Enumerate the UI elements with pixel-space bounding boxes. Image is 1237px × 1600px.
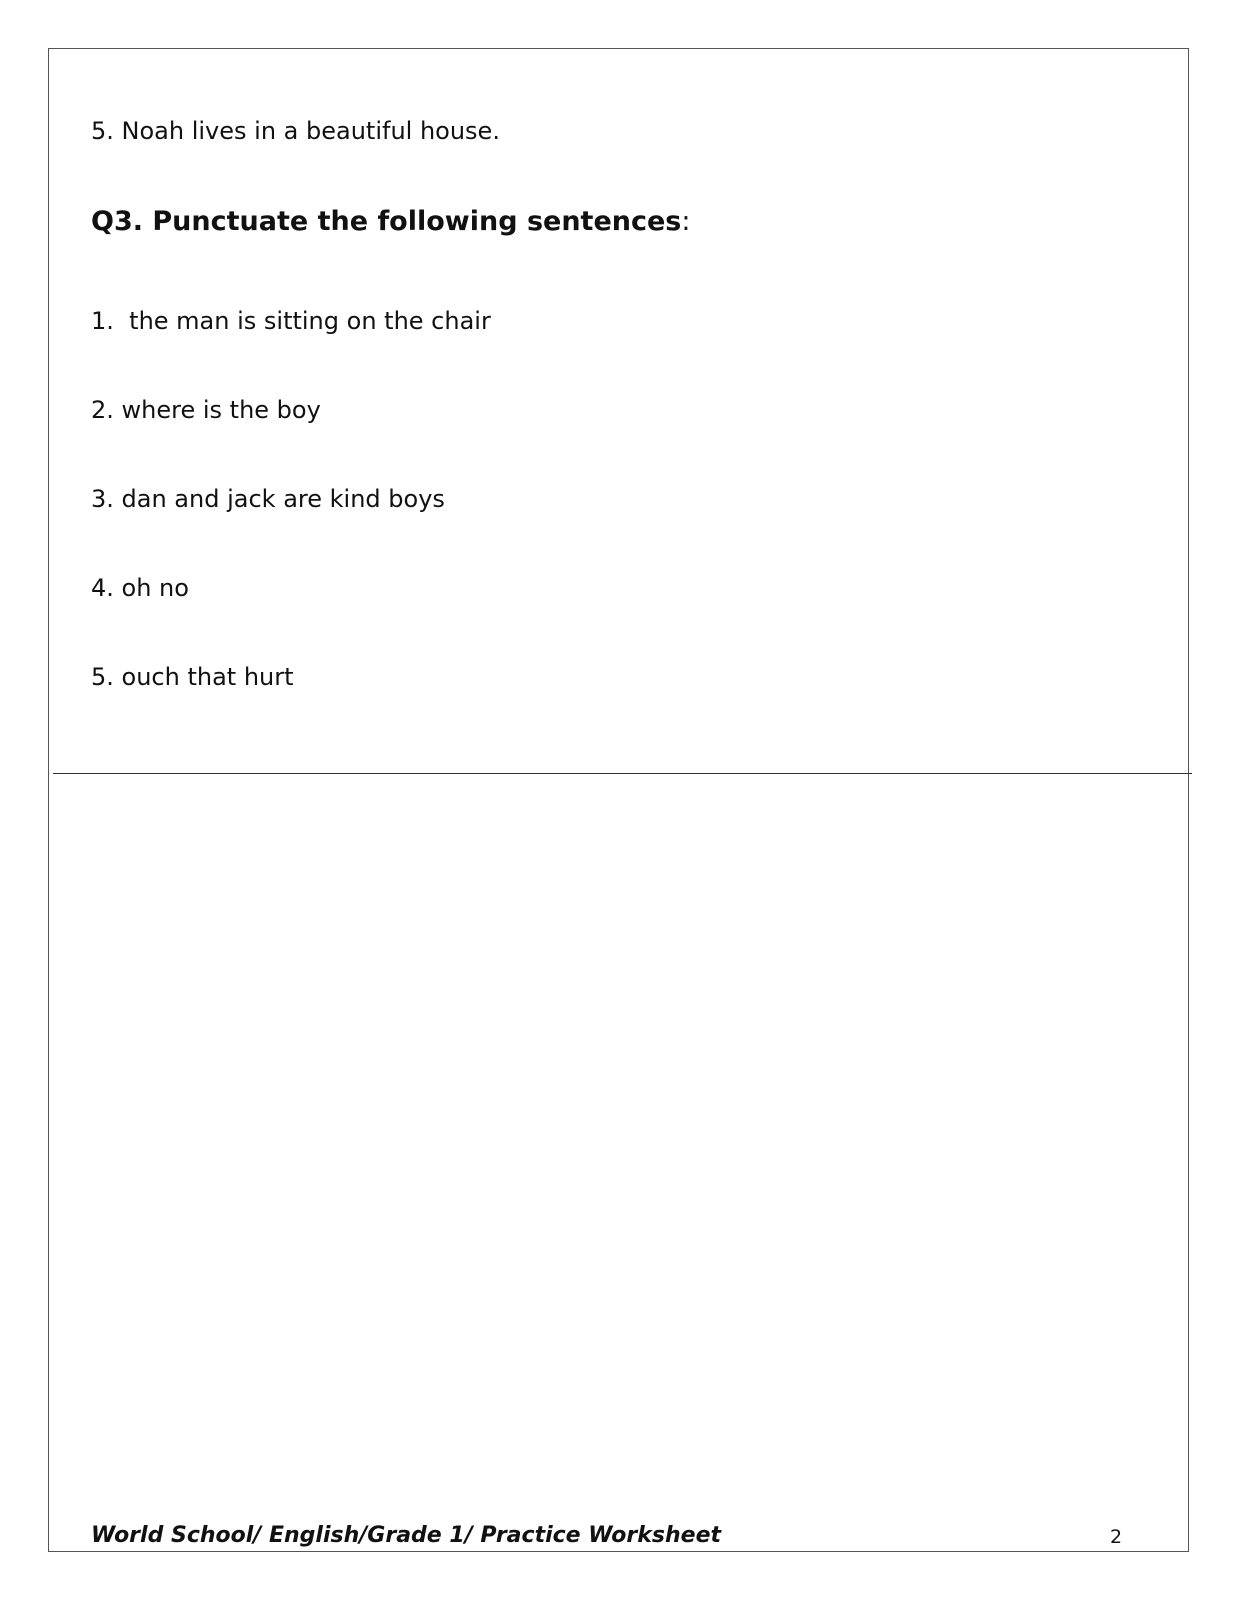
page-border (48, 48, 1189, 1552)
section-divider (53, 773, 1192, 774)
previous-question-item-5: 5. Noah lives in a beautiful house. (91, 117, 500, 145)
page-number: 2 (1110, 1526, 1123, 1548)
footer-title: World School/ English/Grade 1/ Practice Worksheet (91, 1523, 722, 1548)
question-3-item-3: 3. dan and jack are kind boys (91, 485, 445, 513)
question-3-item-5: 5. ouch that hurt (91, 663, 294, 691)
question-3-item-4: 4. oh no (91, 574, 189, 602)
question-3-heading (91, 205, 690, 239)
question-3-item-2: 2. where is the boy (91, 396, 321, 424)
question-3-title: Q3. Punctuate the following sentences (91, 206, 682, 237)
question-3-item-1: 1. the man is sitting on the chair (91, 307, 491, 335)
question-3-colon: : (681, 206, 691, 237)
